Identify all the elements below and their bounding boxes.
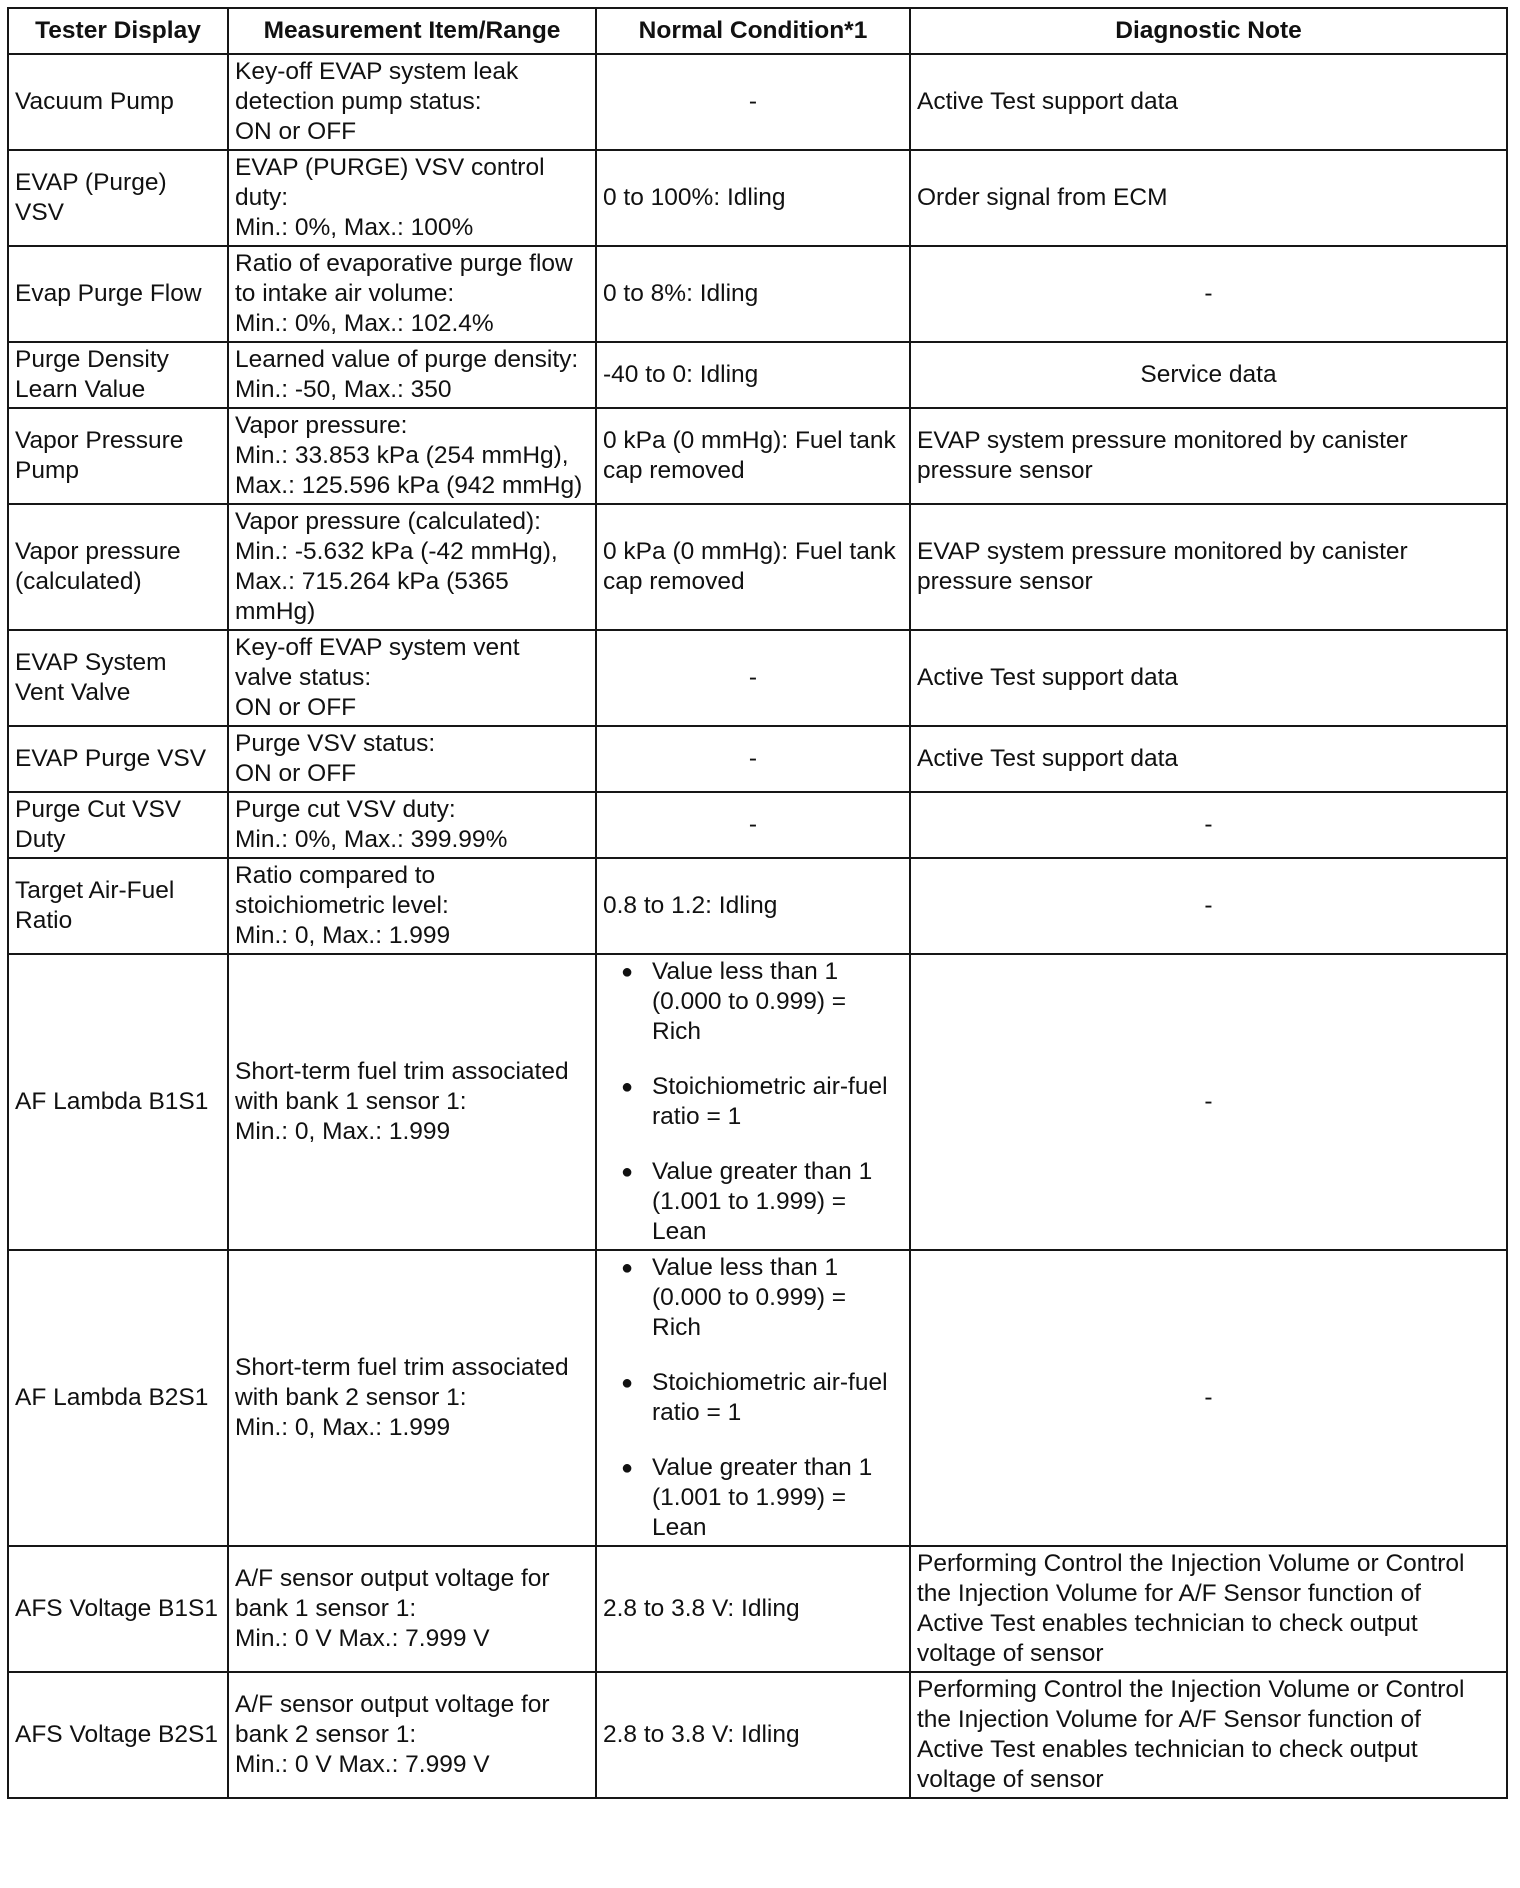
measurement-range-cell-line: Min.: -50, Max.: 350 xyxy=(235,376,452,403)
normal-condition-cell xyxy=(596,150,910,246)
measurement-range-cell-line: Vapor pressure: xyxy=(235,412,408,439)
data-list-table xyxy=(7,7,1508,1799)
tester-display-cell xyxy=(8,858,228,954)
diagnostic-note-cell-line: Active Test support data xyxy=(917,745,1179,772)
tester-display-cell-line: EVAP Purge VSV xyxy=(15,745,207,772)
tester-display-cell xyxy=(8,1250,228,1546)
diagnostic-note-cell-line: - xyxy=(1204,892,1213,919)
normal-condition-cell-line: - xyxy=(748,745,758,772)
measurement-range-cell-line: EVAP (PURGE) VSV control xyxy=(235,154,545,181)
normal-condition-cell xyxy=(596,408,910,504)
measurement-range-cell-line: mmHg) xyxy=(235,598,316,625)
measurement-range-cell-line: A/F sensor output voltage for xyxy=(235,1565,550,1592)
bullet-item-line: ratio = 1 xyxy=(652,1103,742,1130)
measurement-range-cell-line: Short-term fuel trim associated xyxy=(235,1058,569,1085)
normal-condition-cell xyxy=(596,246,910,342)
tester-display-cell-line: Evap Purge Flow xyxy=(15,280,202,307)
measurement-range-cell-line: Ratio of evaporative purge flow xyxy=(235,250,573,277)
bullet-item-line: ● Value less than 1 xyxy=(652,958,839,985)
measurement-range-cell-line: ON or OFF xyxy=(235,694,357,721)
measurement-range-cell-line: Vapor pressure (calculated): xyxy=(235,508,541,535)
measurement-range-cell-line: Key-off EVAP system leak xyxy=(235,58,519,85)
normal-condition-cell-line: 2.8 to 3.8 V: Idling xyxy=(603,1595,800,1622)
tester-display-cell-line: VSV xyxy=(15,199,65,226)
diagnostic-note-cell-line: Active Test support data xyxy=(917,664,1179,691)
tester-display-cell xyxy=(8,408,228,504)
diagnostic-note-cell xyxy=(910,858,1507,954)
bullet-item-line: ● Value greater than 1 xyxy=(652,1158,873,1185)
normal-condition-bullet-list xyxy=(603,957,903,1247)
tester-display-cell xyxy=(8,504,228,630)
normal-condition-cell xyxy=(596,954,910,1250)
measurement-range-cell-line: detection pump status: xyxy=(235,88,482,115)
measurement-range-cell xyxy=(228,1672,596,1798)
measurement-range-cell-line: Min.: 0, Max.: 1.999 xyxy=(235,922,451,949)
diagnostic-note-cell-line: voltage of sensor xyxy=(917,1640,1104,1667)
normal-condition-cell-line: - xyxy=(748,811,758,838)
bullet-item-line: (0.000 to 0.999) = xyxy=(652,1284,847,1311)
normal-condition-cell xyxy=(596,54,910,150)
bullet-item-line: Rich xyxy=(652,1314,702,1341)
diagnostic-note-cell xyxy=(910,150,1507,246)
bullet-item-line: Lean xyxy=(652,1514,707,1541)
measurement-range-cell-line: valve status: xyxy=(235,664,372,691)
measurement-range-cell-line: Min.: 0%, Max.: 399.99% xyxy=(235,826,508,853)
normal-condition-cell-line: 0 to 8%: Idling xyxy=(603,280,759,307)
measurement-range-cell-line: Max.: 125.596 kPa (942 mmHg) xyxy=(235,472,583,499)
tester-display-cell-line: AF Lambda B1S1 xyxy=(15,1088,209,1115)
table-row xyxy=(8,342,1507,408)
measurement-range-cell-line: Min.: 33.853 kPa (254 mmHg), xyxy=(235,442,569,469)
bullet-item-line: (1.001 to 1.999) = xyxy=(652,1188,847,1215)
measurement-range-cell-line: A/F sensor output voltage for xyxy=(235,1691,550,1718)
normal-condition-cell-line: -40 to 0: Idling xyxy=(603,361,759,388)
table-row xyxy=(8,630,1507,726)
measurement-range-cell xyxy=(228,246,596,342)
bullet-item-line: ● Stoichiometric air-fuel xyxy=(652,1073,888,1100)
bullet-item-line: Lean xyxy=(652,1218,707,1245)
normal-condition-cell-line: 2.8 to 3.8 V: Idling xyxy=(603,1721,800,1748)
measurement-range-cell xyxy=(228,54,596,150)
measurement-range-cell xyxy=(228,408,596,504)
bullet-item xyxy=(603,1453,903,1543)
tester-display-cell-line: Purge Cut VSV xyxy=(15,796,182,823)
bullet-item xyxy=(603,1157,903,1247)
table-row xyxy=(8,408,1507,504)
normal-condition-cell xyxy=(596,792,910,858)
diagnostic-note-cell-line: pressure sensor xyxy=(917,457,1093,484)
diagnostic-note-cell-line: EVAP system pressure monitored by canister xyxy=(917,427,1408,454)
measurement-range-cell-line: Short-term fuel trim associated xyxy=(235,1354,569,1381)
tester-display-cell-line: Vapor Pressure xyxy=(15,427,184,454)
diagnostic-note-cell xyxy=(910,246,1507,342)
normal-condition-cell-line: - xyxy=(748,88,758,115)
measurement-range-cell-line: Min.: 0 V Max.: 7.999 V xyxy=(235,1751,490,1778)
diagnostic-note-cell xyxy=(910,792,1507,858)
bullet-item xyxy=(603,1072,903,1132)
tester-display-cell xyxy=(8,1672,228,1798)
diagnostic-note-cell-line: Active Test support data xyxy=(917,88,1179,115)
normal-condition-cell-line: 0 kPa (0 mmHg): Fuel tank xyxy=(603,427,896,454)
normal-condition-cell xyxy=(596,630,910,726)
tester-display-cell-line: Learn Value xyxy=(15,376,146,403)
measurement-range-cell-line: stoichiometric level: xyxy=(235,892,449,919)
tester-display-cell xyxy=(8,1546,228,1672)
diagnostic-note-cell-line: voltage of sensor xyxy=(917,1766,1104,1793)
diagnostic-note-cell xyxy=(910,954,1507,1250)
measurement-range-cell-line: Min.: 0%, Max.: 100% xyxy=(235,214,474,241)
diagnostic-note-cell-line: Performing Control the Injection Volume or Control xyxy=(917,1676,1465,1703)
bullet-item-line: Rich xyxy=(652,1018,702,1045)
diagnostic-note-cell xyxy=(910,408,1507,504)
normal-condition-bullet-list xyxy=(603,1253,903,1543)
tester-display-cell-line: AF Lambda B2S1 xyxy=(15,1384,209,1411)
header-measurement-item: Measurement Item/Range xyxy=(228,8,596,54)
diagnostic-note-cell-line: - xyxy=(1204,1088,1213,1115)
normal-condition-cell-line: cap removed xyxy=(603,568,745,595)
table-body xyxy=(8,54,1507,1798)
table-row xyxy=(8,246,1507,342)
normal-condition-cell-line: 0 to 100%: Idling xyxy=(603,184,786,211)
bullet-item xyxy=(603,1253,903,1343)
normal-condition-cell-line: - xyxy=(748,664,758,691)
normal-condition-cell xyxy=(596,504,910,630)
table-row xyxy=(8,1546,1507,1672)
diagnostic-note-cell xyxy=(910,1250,1507,1546)
tester-display-cell-line: EVAP (Purge) xyxy=(15,169,167,196)
table-row xyxy=(8,504,1507,630)
normal-condition-cell xyxy=(596,342,910,408)
measurement-range-cell-line: Min.: 0%, Max.: 102.4% xyxy=(235,310,494,337)
tester-display-cell xyxy=(8,150,228,246)
bullet-item-line: ● Value greater than 1 xyxy=(652,1454,873,1481)
bullet-item-line: (0.000 to 0.999) = xyxy=(652,988,847,1015)
measurement-range-cell-line: Ratio compared to xyxy=(235,862,436,889)
tester-display-cell-line: Duty xyxy=(15,826,66,853)
tester-display-cell xyxy=(8,246,228,342)
measurement-range-cell xyxy=(228,792,596,858)
diagnostic-note-cell-line: - xyxy=(1204,1384,1213,1411)
table-row xyxy=(8,1672,1507,1798)
tester-display-cell xyxy=(8,342,228,408)
diagnostic-note-cell xyxy=(910,1672,1507,1798)
header-normal-condition: Normal Condition*1 xyxy=(596,8,910,54)
tester-display-cell-line: Target Air-Fuel xyxy=(15,877,175,904)
measurement-range-cell xyxy=(228,858,596,954)
measurement-range-cell-line: Min.: 0, Max.: 1.999 xyxy=(235,1118,451,1145)
measurement-range-cell-line: Min.: -5.632 kPa (-42 mmHg), xyxy=(235,538,558,565)
table-row xyxy=(8,858,1507,954)
diagnostic-note-cell xyxy=(910,342,1507,408)
measurement-range-cell xyxy=(228,342,596,408)
measurement-range-cell xyxy=(228,150,596,246)
table-row xyxy=(8,726,1507,792)
diagnostic-note-cell xyxy=(910,1546,1507,1672)
diagnostic-note-cell-line: Service data xyxy=(1140,361,1277,388)
measurement-range-cell-line: with bank 2 sensor 1: xyxy=(235,1384,467,1411)
measurement-range-cell-line: Purge cut VSV duty: xyxy=(235,796,456,823)
header-tester-display: Tester Display xyxy=(8,8,228,54)
measurement-range-cell xyxy=(228,504,596,630)
measurement-range-cell xyxy=(228,954,596,1250)
tester-display-cell xyxy=(8,792,228,858)
tester-display-cell xyxy=(8,954,228,1250)
normal-condition-cell xyxy=(596,1250,910,1546)
diagnostic-note-cell xyxy=(910,504,1507,630)
normal-condition-cell xyxy=(596,1672,910,1798)
measurement-range-cell-line: ON or OFF xyxy=(235,118,357,145)
diagnostic-note-cell-line: - xyxy=(1204,280,1213,307)
tester-display-cell-line: EVAP System xyxy=(15,649,167,676)
tester-display-cell-line: Ratio xyxy=(15,907,73,934)
measurement-range-cell xyxy=(228,1250,596,1546)
normal-condition-cell-line: 0 kPa (0 mmHg): Fuel tank xyxy=(603,538,896,565)
bullet-item-line: ● Value less than 1 xyxy=(652,1254,839,1281)
tester-display-cell xyxy=(8,726,228,792)
measurement-range-cell-line: duty: xyxy=(235,184,289,211)
table-header-row xyxy=(8,8,1507,54)
measurement-range-cell-line: bank 1 sensor 1: xyxy=(235,1595,417,1622)
tester-display-cell-line: AFS Voltage B2S1 xyxy=(15,1721,218,1748)
measurement-range-cell-line: Learned value of purge density: xyxy=(235,346,579,373)
diagnostic-note-cell xyxy=(910,54,1507,150)
diagnostic-note-cell-line: EVAP system pressure monitored by canister xyxy=(917,538,1408,565)
tester-display-cell xyxy=(8,54,228,150)
bullet-item-line: ● Stoichiometric air-fuel xyxy=(652,1369,888,1396)
measurement-range-cell xyxy=(228,726,596,792)
tester-display-cell-line: Vapor pressure xyxy=(15,538,181,565)
table-row xyxy=(8,150,1507,246)
tester-display-cell-line: AFS Voltage B1S1 xyxy=(15,1595,218,1622)
table-row xyxy=(8,954,1507,1250)
normal-condition-cell-line: cap removed xyxy=(603,457,745,484)
measurement-range-cell xyxy=(228,1546,596,1672)
measurement-range-cell-line: bank 2 sensor 1: xyxy=(235,1721,417,1748)
measurement-range-cell-line: to intake air volume: xyxy=(235,280,455,307)
diagnostic-note-cell-line: Active Test enables technician to check output xyxy=(917,1736,1418,1763)
header-diagnostic-note: Diagnostic Note xyxy=(910,8,1507,54)
diagnostic-note-cell-line: Performing Control the Injection Volume or Control xyxy=(917,1550,1465,1577)
measurement-range-cell-line: Key-off EVAP system vent xyxy=(235,634,520,661)
tester-display-cell-line: (calculated) xyxy=(15,568,142,595)
normal-condition-cell-line: 0.8 to 1.2: Idling xyxy=(603,892,778,919)
diagnostic-note-cell-line: - xyxy=(1204,811,1213,838)
tester-display-cell-line: Vent Valve xyxy=(15,679,131,706)
table-row xyxy=(8,54,1507,150)
measurement-range-cell-line: Min.: 0, Max.: 1.999 xyxy=(235,1414,451,1441)
diagnostic-note-cell xyxy=(910,630,1507,726)
bullet-item-line: (1.001 to 1.999) = xyxy=(652,1484,847,1511)
measurement-range-cell-line: Purge VSV status: xyxy=(235,730,436,757)
bullet-item-line: ratio = 1 xyxy=(652,1399,742,1426)
diagnostic-note-cell-line: the Injection Volume for A/F Sensor function of xyxy=(917,1706,1421,1733)
tester-display-cell-line: Vacuum Pump xyxy=(15,88,174,115)
diagnostic-note-cell xyxy=(910,726,1507,792)
bullet-item xyxy=(603,1368,903,1428)
bullet-item xyxy=(603,957,903,1047)
measurement-range-cell-line: with bank 1 sensor 1: xyxy=(235,1088,467,1115)
diagnostic-note-cell-line: Active Test enables technician to check output xyxy=(917,1610,1418,1637)
normal-condition-cell xyxy=(596,858,910,954)
measurement-range-cell-line: ON or OFF xyxy=(235,760,357,787)
tester-display-cell-line: Purge Density xyxy=(15,346,169,373)
diagnostic-note-cell-line: pressure sensor xyxy=(917,568,1093,595)
normal-condition-cell xyxy=(596,1546,910,1672)
measurement-range-cell-line: Min.: 0 V Max.: 7.999 V xyxy=(235,1625,490,1652)
diagnostic-note-cell-line: the Injection Volume for A/F Sensor function of xyxy=(917,1580,1421,1607)
table-row xyxy=(8,1250,1507,1546)
diagnostic-note-cell-line: Order signal from ECM xyxy=(917,184,1168,211)
tester-display-cell xyxy=(8,630,228,726)
normal-condition-cell xyxy=(596,726,910,792)
measurement-range-cell-line: Max.: 715.264 kPa (5365 xyxy=(235,568,509,595)
table-row xyxy=(8,792,1507,858)
tester-display-cell-line: Pump xyxy=(15,457,80,484)
measurement-range-cell xyxy=(228,630,596,726)
